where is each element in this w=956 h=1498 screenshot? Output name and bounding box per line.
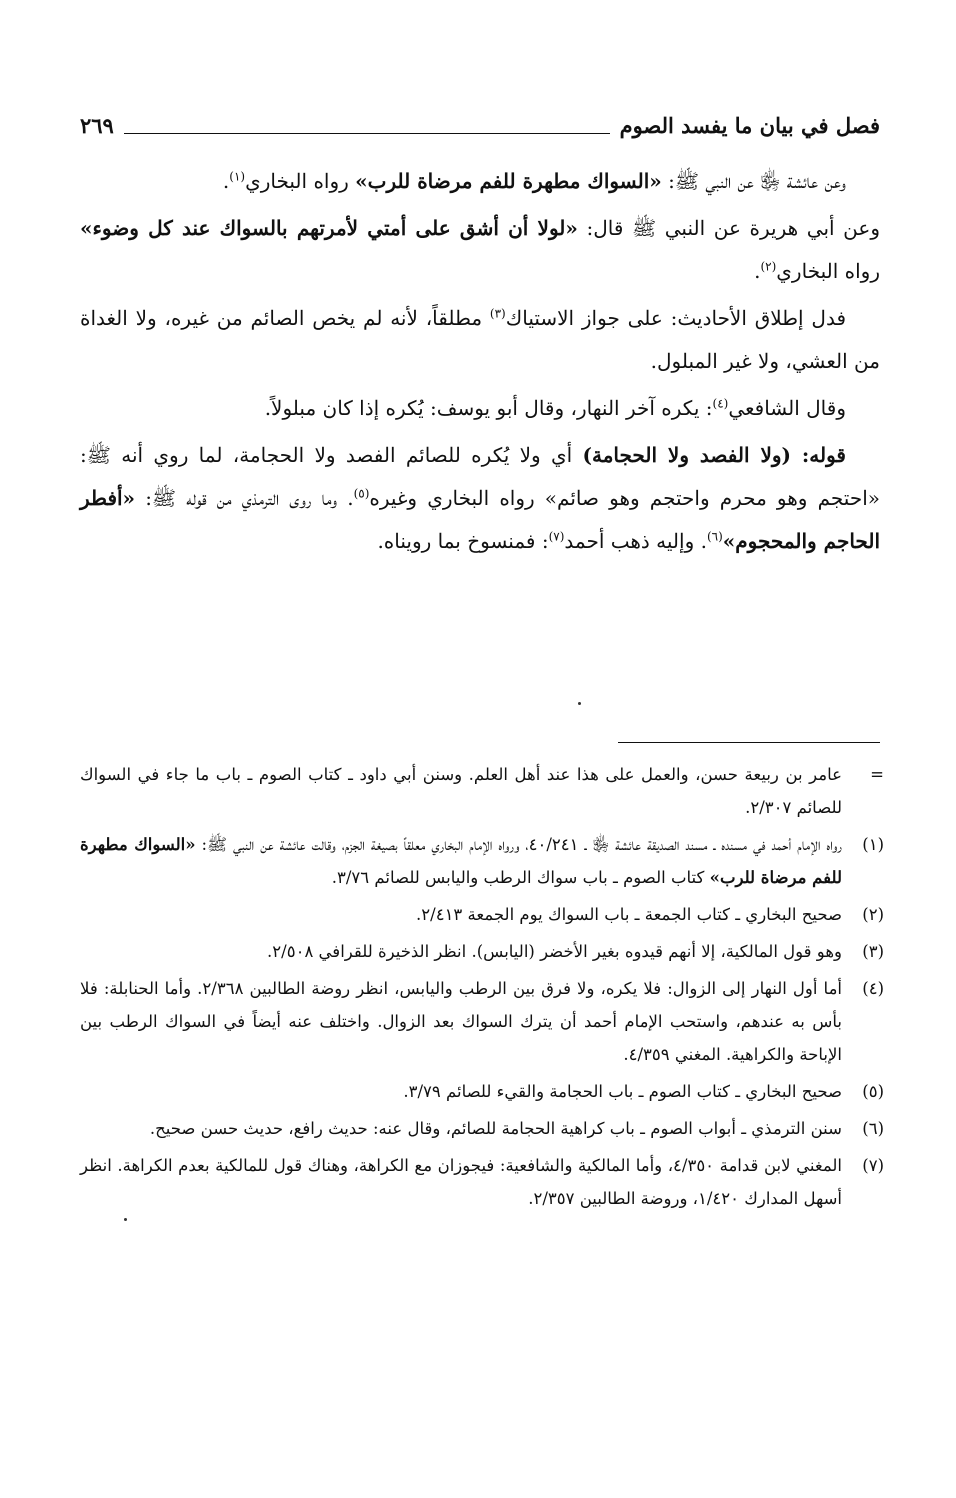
footnote-text: وهو قول المالكية، إلا أنهم قيدوه بغير الأخضر (اليابس). انظر الذخيرة للقرافي ٢/٥٠٨. bbox=[267, 942, 842, 961]
footnotes bbox=[80, 758, 884, 1219]
text-run: رواه البخاري bbox=[776, 259, 880, 283]
footnote-separator bbox=[618, 742, 880, 743]
footnote-number: (٤) bbox=[862, 979, 884, 998]
text-run: فدل إطلاق الأحاديث: على جواز الاستياك bbox=[505, 306, 846, 330]
hadith-quote: «السواك مطهرة للفم مرضاة للرب» bbox=[80, 835, 842, 887]
footnote-number: (٣) bbox=[862, 942, 884, 961]
footnote-text: المغني لابن قدامة ٤/٣٥٠، وأما المالكية والشافعية: فيجوزان مع الكراهة، وهناك قول للمالكية بعدم الكراهة. انظر أسهل المدارك ١/٤٢٠، وروضة الطالبين ٢/٣٥٧. bbox=[80, 1156, 842, 1208]
text-run: رواه الإمام أحمد في مسنده ـ مسند الصديقة عائشة ﵂ ـ ٤٠/٢٤١، ورواه الإمام البخاري معلقاً بصيغة الجزم، وقالت عائشة عن النبي ﷺ: bbox=[195, 835, 842, 854]
text-run: كتاب الصوم ـ باب سواك الرطب واليابس للصائم ٣/٧٦. bbox=[331, 868, 710, 887]
paragraph-shafii bbox=[80, 387, 880, 430]
footnote-number: (٥) bbox=[862, 1082, 884, 1101]
footnote-text: عامر بن ربيعة حسن، والعمل على هذا عند أهل العلم. وسنن أبي داود ـ كتاب الصوم ـ باب ما جاء في السواك للصائم ٢/٣٠٧. bbox=[80, 765, 842, 817]
footnote-4 bbox=[80, 972, 884, 1071]
footnote-number: (٧) bbox=[862, 1156, 884, 1175]
footnote-number: = bbox=[870, 765, 884, 784]
text-run: . وما روى الترمذي من قوله ﷺ: bbox=[135, 486, 354, 510]
text-run: أي ولا يُكره للصائم الفصد ولا الحجامة، لما روي أنه ﷺ: «احتجم وهو محرم واحتجم وهو صائم» رواه البخاري وغيره bbox=[80, 443, 880, 510]
chapter-title: فصل في بيان ما يفسد الصوم bbox=[619, 113, 880, 138]
text-run: . وإليه ذهب أحمد bbox=[564, 529, 707, 553]
footnote-text: صحيح البخاري ـ كتاب الجمعة ـ باب السواك يوم الجمعة ٢/٤١٣. bbox=[416, 905, 842, 924]
page-number: ٢٦٩ bbox=[80, 113, 114, 138]
text-run: وقال الشافعي bbox=[728, 396, 846, 420]
footnote-text: صحيح البخاري ـ كتاب الصوم ـ باب الحجامة والقيء للصائم ٣/٧٩. bbox=[403, 1082, 842, 1101]
footnote-2 bbox=[80, 898, 884, 931]
text-run: رواه البخاري bbox=[245, 169, 356, 193]
text-run: . bbox=[222, 169, 230, 193]
footnote-text bbox=[80, 828, 842, 894]
footnote-ref: (١) bbox=[229, 169, 246, 184]
running-header bbox=[80, 106, 880, 140]
footnote-continuation bbox=[80, 758, 884, 824]
text-run: وعن عائشة ﵂ عن النبي ﷺ: bbox=[661, 169, 846, 193]
print-speck bbox=[578, 702, 581, 705]
footnote-ref: (٥) bbox=[353, 486, 370, 501]
footnote-ref: (٢) bbox=[760, 259, 777, 274]
print-speck bbox=[124, 1218, 127, 1221]
footnote-ref: (٤) bbox=[712, 396, 729, 411]
text-run: . bbox=[754, 259, 761, 283]
hadith-quote: «السواك مطهرة للفم مرضاة للرب» bbox=[355, 169, 662, 193]
main-text bbox=[80, 160, 880, 567]
hadith-quote: «لولا أن أشق على أمتي لأمرتهم بالسواك عند كل وضوء» bbox=[80, 216, 578, 240]
paragraph-hijama bbox=[80, 434, 880, 563]
footnote-5 bbox=[80, 1075, 884, 1108]
text-run: : فمنسوخ بما رويناه. bbox=[377, 529, 549, 553]
footnote-number: (٦) bbox=[862, 1119, 884, 1138]
footnote-number: (٢) bbox=[862, 905, 884, 924]
paragraph-aisha-hadith bbox=[80, 160, 880, 203]
hadith-quote: «أفطر الحاجم والمحجوم» bbox=[80, 486, 880, 553]
footnote-3 bbox=[80, 935, 884, 968]
footnote-ref: (٦) bbox=[706, 529, 723, 544]
header-rule bbox=[124, 133, 610, 134]
text-run: مطلقاً، لأنه لم يخص الصائم من غيره، ولا الغداة من العشي، ولا غير المبلول. bbox=[80, 306, 880, 373]
matn-quote: قوله: (ولا الفصد ولا الحجامة) bbox=[582, 443, 846, 467]
footnote-7 bbox=[80, 1149, 884, 1215]
footnote-text: أما أول النهار إلى الزوال: فلا يكره، ولا فرق بين الرطب واليابس، انظر روضة الطالبين ٢/٣٦٨. وأما الحنابلة: فلا بأس به عندهم، واستحب الإمام أحمد أن يترك السواك بعد الزوال. واختلف عنه أيضاً في السواك الرطب بين الإباحة والكراهية. المغني ٤/٣٥٩. bbox=[80, 979, 842, 1064]
paragraph-abu-hurayra-hadith bbox=[80, 207, 880, 293]
footnote-1 bbox=[80, 828, 884, 894]
footnote-ref: (٣) bbox=[489, 306, 506, 321]
footnote-6 bbox=[80, 1112, 884, 1145]
footnote-number: (١) bbox=[862, 835, 884, 854]
paragraph-istiyak bbox=[80, 297, 880, 383]
text-run: : يكره آخر النهار، وقال أبو يوسف: يُكره إذا كان مبلولاً. bbox=[264, 396, 713, 420]
footnote-text: سنن الترمذي ـ أبواب الصوم ـ باب كراهية الحجامة للصائم، وقال عنه: حديث رافع، حديث حسن صحيح. bbox=[149, 1119, 842, 1138]
text-run: وعن أبي هريرة عن النبي ﷺ قال: bbox=[577, 216, 880, 240]
footnote-ref: (٧) bbox=[548, 529, 565, 544]
